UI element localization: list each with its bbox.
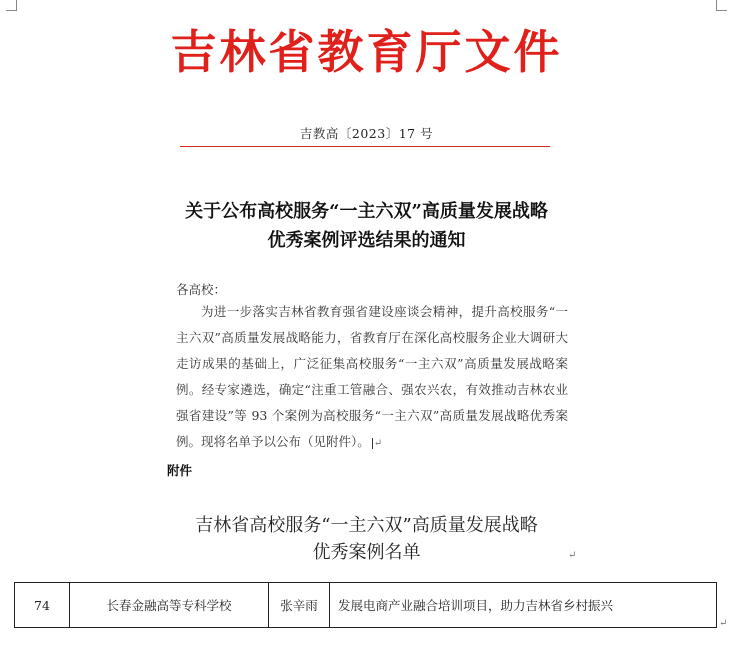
- cell-project: 发展电商产业融合培训项目，助力吉林省乡村振兴: [330, 583, 717, 628]
- page-corner-mark: [716, 0, 727, 11]
- attachment-label: 附件: [167, 463, 193, 478]
- notice-title: [0, 197, 733, 255]
- notice-body-text: 为进一步落实吉林省教育强省建设座谈会精神，提升高校服务“一主六双”高质量发展战略能力，省教育厅在深化高校服务企业大调研大走访成果的基础上，广泛征集高校服务“一主六双”高质量发展战略案例。经专家遴选，确定“注重工管融合、强农兴农，有效推动吉林农业强省建设”等 93 个案例为高校服务“一主六双”高质量发展战略优秀案例。现将名单予以公布（见附件）。: [176, 304, 568, 449]
- red-divider-line: [180, 146, 550, 147]
- case-list-table: [14, 582, 717, 628]
- cell-number: 74: [15, 583, 70, 628]
- paragraph-mark-icon: ↵: [568, 550, 577, 561]
- case-list-title-line1: 吉林省高校服务“一主六双”高质量发展战略: [195, 515, 538, 536]
- notice-title-line2: 优秀案例评选结果的通知: [267, 230, 466, 251]
- cell-school: 长春金融高等专科学校: [70, 583, 269, 628]
- table-row: [15, 583, 717, 628]
- document-header-title: 吉林省教育厅文件: [170, 25, 563, 79]
- case-list-title: [0, 512, 733, 566]
- notice-title-line1: 关于公布高校服务“一主六双”高质量发展战略: [185, 201, 548, 222]
- page-corner-mark: [6, 0, 17, 11]
- salutation: 各高校：: [176, 282, 227, 297]
- case-list-title-line2: 优秀案例名单: [312, 542, 421, 563]
- cell-person: 张辛雨: [269, 583, 330, 628]
- notice-body: [176, 299, 568, 457]
- document-number: 吉教高〔2023〕17 号: [299, 126, 434, 141]
- paragraph-mark-icon: ↵: [373, 438, 383, 449]
- paragraph-mark-icon: ↵: [719, 618, 728, 629]
